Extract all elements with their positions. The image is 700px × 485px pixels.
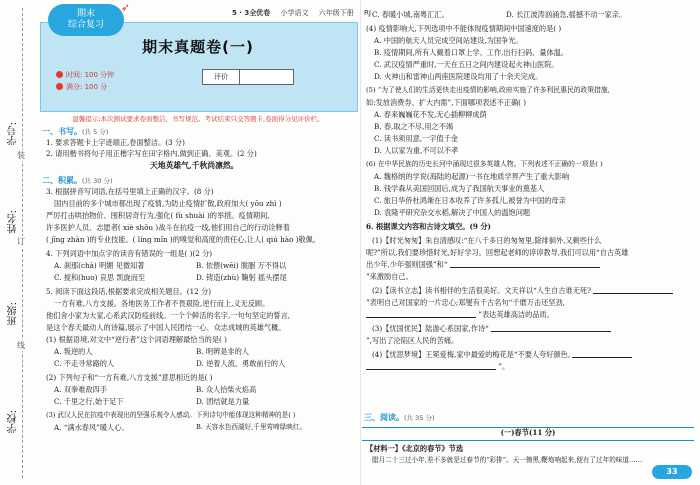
q6-2-text: (2)【读书立志】读书相伴的生活很美好。文天祥以“人生自古谁无死? bbox=[372, 286, 591, 295]
r2-option-a[interactable]: A. 中国的航天人员完成空间站建设,为国争光。 bbox=[374, 36, 523, 45]
r4-option-d[interactable]: D. 袁隆平研究杂交水稻,解决了中国人的温饱问题 bbox=[374, 208, 531, 217]
exam-title: 期末真题卷(一) bbox=[142, 38, 254, 56]
r4-option-a[interactable]: A. 魏格纳的学说(海陆的起源)一书在地质学界产生了重大影响 bbox=[374, 172, 570, 181]
q4: 4. 下列词语中加点字的读音有错误的一组是( )(2 分) bbox=[46, 249, 213, 258]
r4-option-c[interactable]: C. 旅日华侨杜鸿渐在日本收养了许多孤儿,被誉为中国的母亲 bbox=[374, 196, 566, 205]
r3-option-b[interactable]: B. 春,取之不尽,用之不竭 bbox=[374, 122, 454, 131]
section-accumulation: 二、积累。(共 30 分) bbox=[42, 176, 113, 185]
r3-option-c[interactable]: C. 读书须用意,一字值千金 bbox=[374, 134, 458, 143]
q6-3 bbox=[372, 324, 611, 333]
q5-1-option-b[interactable]: B. 明辨是非的人 bbox=[196, 347, 249, 356]
q5-3-option-b[interactable]: B. 天容水色西湖好,千里莺啼绿映红。 bbox=[196, 423, 307, 431]
subject: 小学语文 bbox=[280, 9, 309, 17]
q5-1: (1) 根据语境,对文中“逆行者”这个词语理解最恰当的是( ) bbox=[46, 335, 227, 344]
school-label: 学校: bbox=[8, 410, 19, 434]
q5-2: (2) 下列句子和“一方有难,八方支援”意思相近的是( ) bbox=[46, 373, 213, 382]
r2-option-c[interactable]: C. 武汉疫情严重时,一天在五日之间内建设起火神山医院。 bbox=[374, 60, 559, 69]
r1-option-c[interactable]: C. 春暖小城,南粤汇汇。 bbox=[372, 10, 449, 19]
q3: 3. 根据拼音写词语,在括号里填上正确的汉字。(8 分) bbox=[46, 187, 214, 196]
clock-icon bbox=[56, 71, 63, 78]
q6-1-end: ”来激励自己。 bbox=[366, 272, 413, 281]
q6-2-blank[interactable] bbox=[593, 286, 673, 294]
q6-4-blank2[interactable] bbox=[366, 362, 496, 370]
r3-cont: 如:发放消费券、扩大内需”,下面哪项表述不正确( ) bbox=[366, 98, 527, 107]
q6-2-cont: ”表明自己对国家的一片忠心;郑燮有千古名句“千磨万击还坚劲, bbox=[366, 298, 565, 307]
binding-mark-ding: 订 bbox=[17, 237, 25, 246]
q6-4-line bbox=[366, 362, 509, 371]
student-id-label: 学号: bbox=[8, 122, 19, 146]
q5-2-option-d[interactable]: D. 团结就是力量 bbox=[196, 397, 250, 406]
r4: (6) 在中华民族的历史长河中涌现过很多英雄人物。下列表述不正确的一项是( ) bbox=[366, 160, 603, 168]
q4-option-b[interactable]: B. 依偎(wēi) 胧胭 万不得以 bbox=[196, 261, 287, 270]
q6: 6. 根据课文内容和古诗文填空。(9 分) bbox=[366, 222, 491, 231]
q5-1-option-a[interactable]: A. 叛逆的人 bbox=[54, 347, 93, 356]
r3-option-a[interactable]: A. 春来巍巍花不发,无心插柳柳成荫 bbox=[374, 110, 487, 119]
r2: (4) 疫情影响大,下列选项中不能体现疫情期间中国速度的是( ) bbox=[366, 24, 562, 33]
q6-3-end: ”,写出了沦陷区人民的苦痛。 bbox=[366, 336, 459, 345]
q3-line2: 严厉打击哄抬物价、囤积居奇行为,强化( fù shuài )的举措。疫情期间, bbox=[46, 211, 270, 220]
q6-2 bbox=[372, 286, 673, 295]
q5-1-option-c[interactable]: C. 不走寻常路的人 bbox=[54, 359, 115, 368]
badge-line2: 综合复习 bbox=[67, 20, 104, 30]
score-info bbox=[56, 82, 107, 92]
series-info bbox=[232, 8, 371, 18]
r3-option-d[interactable]: D. 人以家为重,不可以不孝 bbox=[374, 146, 459, 155]
q3-line1: 国内目前的多个城市都出现了疫情,为防止疫情扩散,政府加大( yōu zhì ) bbox=[54, 199, 282, 208]
q6-1-text: 出少年,少年强则国强”和“ bbox=[366, 260, 448, 269]
time-text: 时间: 100 分钟 bbox=[66, 71, 115, 79]
section-reading: 三、阅读。(共 35 分) bbox=[364, 413, 435, 422]
q6-2-blank2[interactable] bbox=[366, 310, 476, 318]
r3: (5) “为了使人们的生活更快走出疫情的影响,政府实施了许多利民惠民的政策措施, bbox=[366, 86, 610, 94]
q2: 2. 请用楷书将句子用正楷字写在田字格内,做到正确、美观。(2 分) bbox=[46, 149, 257, 158]
section-writing: 一、书写。(共 5 分) bbox=[42, 127, 109, 136]
grade-box[interactable] bbox=[202, 69, 294, 85]
q5-1-option-d[interactable]: D. 逆着人流、勇敢前行的人 bbox=[196, 359, 286, 368]
q4-option-a[interactable]: A. 刹那(chà) 明媚 见微知著 bbox=[54, 261, 145, 270]
q6-4-text: (4)【忧思梦境】王冕爱梅,家中最爱的梅花是“不要人夸好颜色, bbox=[372, 350, 571, 359]
q5: 5. 阅读下面这段话,根据要求完成相关题目。(12 分) bbox=[46, 287, 212, 296]
q6-4-blank[interactable] bbox=[572, 350, 632, 358]
q4-option-c[interactable]: C. 搅和(huo) 哀思 凯旋而至 bbox=[54, 273, 146, 282]
series-name: 5 · 3全优卷 bbox=[232, 9, 271, 17]
warm-tip: 温馨提示:本次测试要求卷面整洁、书写规范。考试结束只交答题卡,卷面得分见评价栏。 bbox=[72, 115, 324, 123]
r4-option-b[interactable]: B. 钱学森从美国回国后,成为了我国航天事业的奠基人 bbox=[374, 184, 545, 193]
q4-option-d[interactable]: D. 铸造(zhù) 鞠躬 摇头摆尾 bbox=[196, 273, 287, 282]
r1-option-d[interactable]: D. 长江波涛汹涌急,摇撼不动一家亲。 bbox=[506, 10, 627, 19]
q5-para3: 是这个春天最动人的诗篇,展示了中国人民团结一心、众志成城的英雄气概。 bbox=[46, 323, 286, 332]
q2-text: 天地英雄气,千秋尚凛然。 bbox=[150, 161, 239, 170]
grade-label: 评价 bbox=[203, 70, 240, 84]
q6-4-end: ”。 bbox=[498, 362, 510, 371]
q5-para2: 他们舍小家为大家,心系武汉防疫前线。一个个鲜活的名字,一句句坚定的誓言, bbox=[46, 311, 291, 320]
q5-2-option-b[interactable]: B. 众人拾柴火焰高 bbox=[196, 385, 257, 394]
q6-1-cont: 呢?”所以,我们要珍惜时光,好好学习。回想起老师的谆谆教导,我们可以用“自古英雄 bbox=[366, 248, 629, 257]
rocket-icon: ➶ bbox=[120, 1, 130, 14]
q6-2-line bbox=[366, 310, 554, 319]
reading-title: (一)春节(11 分) bbox=[500, 428, 556, 437]
binding-mark-xian: 线 bbox=[17, 341, 25, 350]
q5-3: (3) 武汉人民在抗疫中表现出的坚强乐观令人感动。下列诗句中能体现这种精神的是( ) bbox=[46, 411, 296, 419]
grade-level: 六年级下册 bbox=[318, 9, 354, 17]
class-label: 班级: bbox=[8, 302, 19, 326]
r2-option-b[interactable]: B. 疫情期间,所有人戴着口罩上学、工作,出行扫码、量体温。 bbox=[374, 48, 569, 57]
q3-line4: ( jīng zhàn )的专业技能。( líng mǐn )的嗅觉和高度的责任心,让人( qiú hào )敬佩。 bbox=[46, 235, 321, 244]
q6-3-text: (3)【忧国忧民】陆游心系国家,作诗“ bbox=[372, 324, 489, 333]
binding-margin bbox=[0, 0, 38, 485]
name-label: 姓名: bbox=[8, 210, 19, 234]
edition: RJ bbox=[363, 9, 371, 17]
q6-1: (1)【时光匆匆】朱自清感叹:“在八千多日的匆匆里,除徘徊外,又剩些什么 bbox=[372, 236, 602, 245]
review-badge bbox=[48, 1, 130, 36]
q6-1-blank[interactable] bbox=[450, 260, 600, 268]
badge-line1: 期末 bbox=[76, 9, 95, 19]
page-number: 33 bbox=[652, 465, 692, 479]
material-1-text: 腊月二十三过小年,差不多就是过春节的“彩排”。天一擦黑,鞭炮响起来,便有了过年的味道…… bbox=[372, 456, 643, 464]
score-icon bbox=[56, 83, 63, 90]
q6-3-blank[interactable] bbox=[491, 324, 611, 332]
q5-2-option-a[interactable]: A. 双拳难敌四手 bbox=[54, 385, 107, 394]
time-info bbox=[56, 70, 114, 80]
q5-2-option-c[interactable]: C. 千里之行,始于足下 bbox=[54, 397, 124, 406]
q6-4 bbox=[372, 350, 632, 359]
q6-1-cont2 bbox=[366, 260, 600, 269]
q5-para1: 一方有难,八方支援。各地医务工作者不畏艰险,逆行而上,义无反顾。 bbox=[54, 299, 270, 308]
q1: 1. 要求答题卡上字迹端正,卷面整洁。(3 分) bbox=[46, 138, 185, 147]
binding-mark-zhuang: 装 bbox=[17, 151, 25, 160]
q3-line3: 许多医护人员、志愿者( xiè shǒu )战斗在抗疫一线,他们用自己的行动诠释着 bbox=[46, 223, 290, 232]
material-1-title: 【材料一】《北京的春节》节选 bbox=[366, 444, 464, 453]
q6-2-end: ”表达英雄高洁的品质。 bbox=[478, 310, 554, 319]
q5-3-option-a[interactable]: A. “满水春风”暖人心。 bbox=[54, 423, 129, 432]
column-divider bbox=[360, 0, 361, 485]
score-text: 满分: 100 分 bbox=[66, 83, 108, 91]
r2-option-d[interactable]: D. 火神山和雷神山两座医院建设均用了十余天完成。 bbox=[374, 72, 543, 81]
